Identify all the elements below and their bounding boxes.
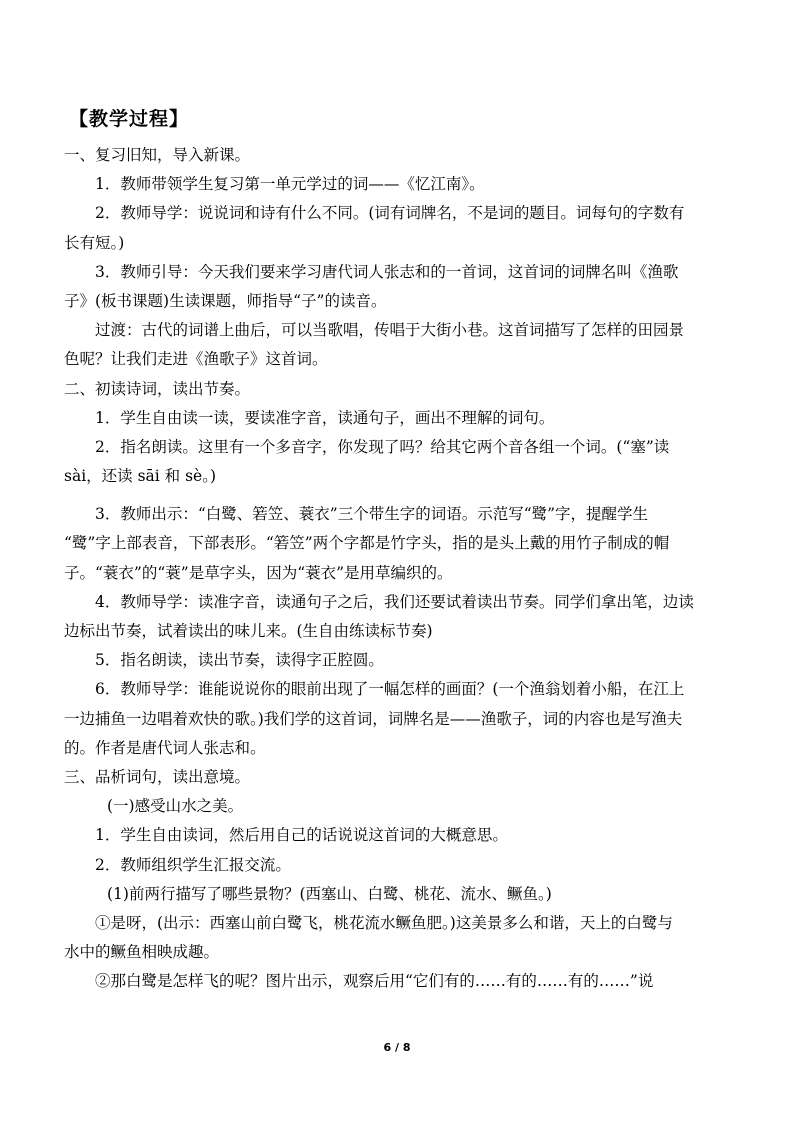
paragraph-line: 2．教师导学：说说词和诗有什么不同。(词有词牌名，不是词的题目。词每句的字数有 [95, 204, 685, 223]
paragraph-line: ①是呀，(出示：西塞山前白鹭飞，桃花流水鳜鱼肥。)这美景多么和谐，天上的白鹭与 [95, 913, 673, 932]
paragraph-line: 6．教师导学：谁能说说你的眼前出现了一幅怎样的画面？(一个渔翁划着小船，在江上 [95, 680, 685, 699]
paragraph-line: 4．教师导学：读准字音，读通句子之后，我们还要试着读出节奏。同学们拿出笔，边读 [95, 592, 694, 611]
paragraph-line: 一边捕鱼一边唱着欢快的歌。)我们学的这首词，词牌名是——渔歌子，词的内容也是写渔夫 [64, 709, 683, 728]
section-heading: 【教学过程】 [69, 108, 190, 130]
paragraph-line: 2．教师组织学生汇报交流。 [95, 855, 291, 874]
paragraph-line: 1．学生自由读一读，要读准字音，读通句子，画出不理解的词句。 [95, 408, 555, 427]
subsection-title: (一)感受山水之美。 [107, 797, 244, 816]
paragraph-line: 3．教师引导：今天我们要来学习唐代词人张志和的一首词，这首词的词牌名叫《渔歌 [95, 262, 679, 281]
paragraph-line: 边标出节奏，试着读出的味儿来。(生自由练读标节奏) [64, 622, 433, 640]
section-title-3: 三、品析词句，读出意境。 [64, 767, 251, 786]
paragraph-gap [64, 491, 720, 500]
paragraph-line: 子。“蓑衣”的“蓑”是草字头，因为“蓑衣”是用草编织的。 [64, 563, 453, 582]
paragraph-line: 3．教师出示：“白鹭、箬笠、蓑衣”三个带生字的词语。示范写“鹭”字，提醒学生 [95, 505, 649, 524]
paragraph-line: 的。作者是唐代词人张志和。 [64, 738, 266, 757]
paragraph-line: 过渡：古代的词谱上曲后，可以当歌唱，传唱于大街小巷。这首词描写了怎样的田园景 [95, 321, 685, 340]
paragraph-line: 长有短。) [64, 233, 125, 252]
paragraph-line: sài，还读 sāi 和 sè。) [64, 467, 217, 486]
paragraph-line: (1)前两行描写了哪些景物？(西塞山、白鹭、桃花、流水、鳜鱼。) [107, 884, 552, 903]
paragraph-line: “鹭”字上部表音，下部表形。“箬笠”两个字都是竹字头，指的是头上戴的用竹子制成的帽 [64, 534, 670, 553]
paragraph-line: 1．学生自由读词，然后用自己的话说说这首词的大概意思。 [95, 826, 508, 845]
lesson-body [64, 141, 720, 996]
paragraph-line: 色呢？让我们走进《渔歌子》这首词。 [64, 350, 328, 369]
paragraph-line: 2．指名朗读。这里有一个多音字，你发现了吗？给其它两个音各组一个词。(“塞”读 [95, 437, 670, 456]
paragraph-line: 5．指名朗读，读出节奏，读得字正腔圆。 [95, 651, 384, 670]
paragraph-line: 水中的鳜鱼相映成趣。 [64, 943, 220, 962]
paragraph-line: 1．教师带领学生复习第一单元学过的词——《忆江南》。 [95, 175, 485, 194]
section-title-2: 二、初读诗词，读出节奏。 [64, 379, 251, 398]
section-title-1: 一、复习旧知，导入新课。 [64, 146, 251, 164]
paragraph-line: 子》(板书课题)生读课题，师指导“子”的读音。 [64, 291, 387, 310]
paragraph-line: ②那白鹭是怎样飞的呢？图片出示，观察后用“它们有的……有的……有的……”说 [95, 972, 654, 991]
page-number: 6 / 8 [383, 1041, 411, 1054]
